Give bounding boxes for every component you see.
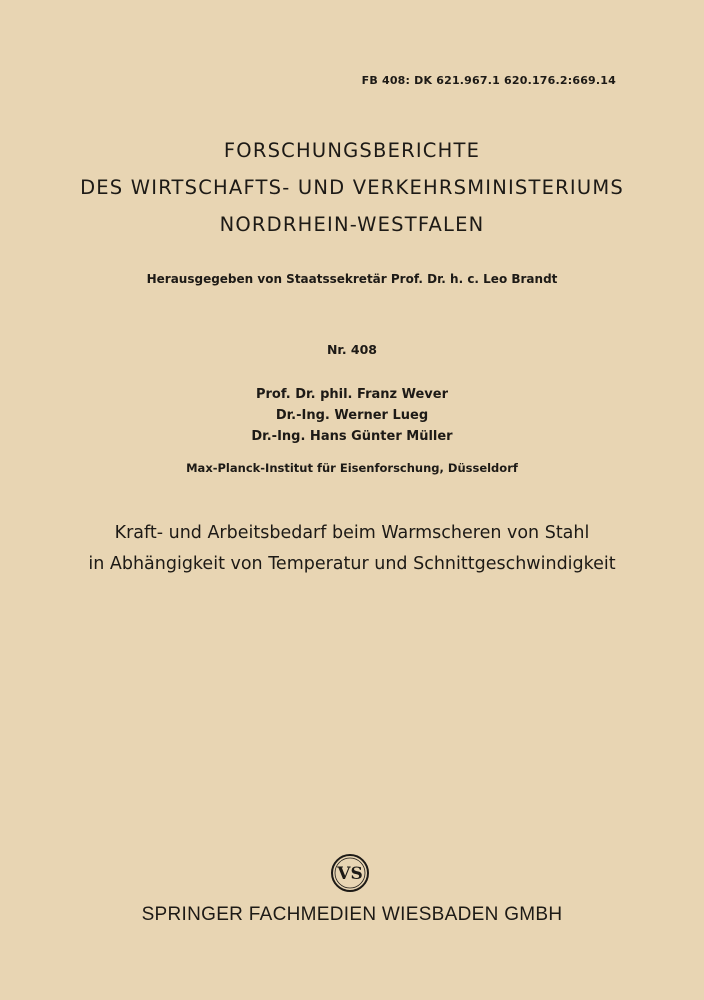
report-number: Nr. 408 bbox=[326, 342, 378, 357]
book-title-line-1: Kraft- und Arbeitsbedarf beim Warmscheren von Stahl bbox=[114, 523, 590, 543]
editor-line: Herausgegeben von Staatssekretär Prof. Dr. h. c. Leo Brandt bbox=[146, 272, 558, 286]
logo-lettering: VS bbox=[337, 864, 363, 884]
author-2: Dr.-Ing. Werner Lueg bbox=[275, 408, 429, 423]
authors bbox=[0, 384, 704, 447]
author-3: Dr.-Ing. Hans Günter Müller bbox=[251, 429, 453, 444]
series-title-line-1: FORSCHUNGSBERICHTE bbox=[223, 139, 481, 162]
author-1: Prof. Dr. phil. Franz Wever bbox=[255, 387, 448, 402]
series-title-line-3: NORDRHEIN-WESTFALEN bbox=[219, 213, 485, 236]
book-title bbox=[0, 518, 704, 580]
classification-code: FB 408: DK 621.967.1 620.176.2:669.14 bbox=[361, 74, 616, 87]
book-title-line-2: in Abhängigkeit von Temperatur und Schnittgeschwindigkeit bbox=[88, 554, 616, 574]
series-title-line-2: DES WIRTSCHAFTS- UND VERKEHRSMINISTERIUMS bbox=[80, 176, 624, 199]
springer-vs-logo-icon bbox=[330, 853, 370, 893]
series-title bbox=[0, 132, 704, 243]
institute: Max-Planck-Institut für Eisenforschung, Düsseldorf bbox=[186, 461, 518, 475]
publisher: SPRINGER FACHMEDIEN WIESBADEN GMBH bbox=[141, 904, 563, 925]
